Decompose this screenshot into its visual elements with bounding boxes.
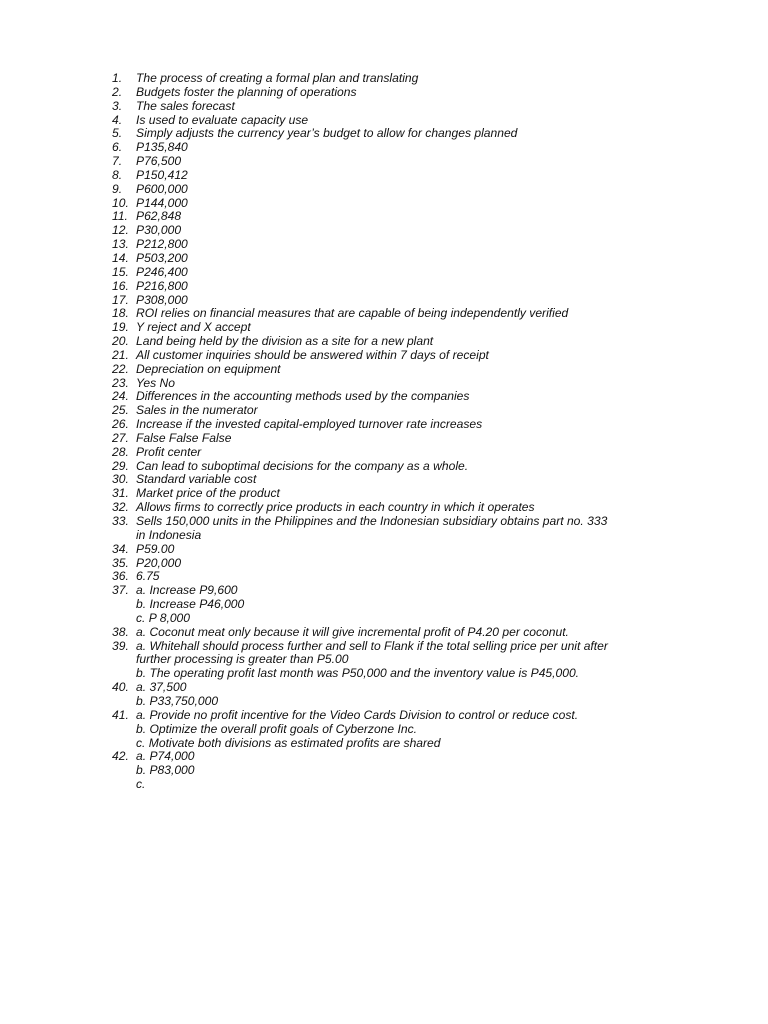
answer-number: 12. — [112, 223, 129, 238]
answer-number: 33. — [112, 514, 129, 528]
answer-text: ROI relies on financial measures that are capable of being independently verified — [136, 306, 569, 321]
answer-number: 17. — [112, 292, 129, 307]
answer-text: c. — [136, 777, 146, 792]
answer-number: 16. — [112, 278, 129, 293]
answer-number: 23. — [112, 375, 129, 390]
answer-number: 40. — [112, 680, 129, 695]
answer-text: b. Optimize the overall profit goals of Cyberzone Inc. — [136, 721, 417, 736]
answer-item — [0, 183, 768, 197]
answer-item — [0, 155, 768, 169]
answer-text: Depreciation on equipment — [136, 361, 281, 376]
answer-number: 18. — [112, 306, 129, 321]
answer-number: 3. — [112, 98, 123, 113]
answer-text: Can lead to suboptimal decisions for the company as a whole. — [136, 458, 469, 473]
answer-item — [0, 100, 768, 114]
answer-text: Market price of the product — [136, 486, 280, 501]
answer-list — [0, 72, 768, 792]
answer-text: c. P 8,000 — [136, 610, 191, 625]
answer-text: Sales in the numerator — [136, 403, 258, 418]
answer-item — [0, 487, 768, 501]
answer-text: a. Increase P9,600 — [136, 583, 238, 598]
answer-item — [0, 307, 768, 321]
answer-number: 11. — [112, 209, 128, 224]
answer-text: c. Motivate both divisions as estimated profits are shared — [136, 735, 441, 750]
answer-item — [0, 404, 768, 418]
answer-item — [0, 681, 768, 709]
answer-item — [0, 349, 768, 363]
answer-text: in Indonesia — [136, 527, 202, 542]
answer-text: P144,000 — [136, 195, 188, 210]
answer-item — [0, 127, 768, 141]
answer-number: 5. — [112, 126, 123, 141]
answer-text: P600,000 — [136, 181, 188, 196]
answer-item — [0, 709, 768, 751]
answer-item — [0, 515, 768, 543]
answer-text: a. 37,500 — [136, 680, 187, 695]
answer-number: 15. — [112, 264, 129, 279]
answer-item — [0, 252, 768, 266]
answer-item — [0, 584, 768, 626]
answer-number: 21. — [112, 347, 129, 362]
answer-number: 24. — [112, 389, 129, 404]
answer-item — [0, 363, 768, 377]
answer-number: 26. — [112, 417, 129, 432]
answer-text: P20,000 — [136, 555, 182, 570]
answer-number: 38. — [112, 624, 129, 639]
answer-item — [0, 321, 768, 335]
answer-number: 6. — [112, 140, 123, 155]
answer-text: P150,412 — [136, 167, 188, 182]
answer-item — [0, 377, 768, 391]
answer-text: Profit center — [136, 444, 202, 459]
answer-item — [0, 501, 768, 515]
answer-item — [0, 114, 768, 128]
answer-number: 27. — [112, 430, 129, 445]
answer-number: 35. — [112, 555, 129, 570]
answer-text: Sells 150,000 units in the Philippines and the Indonesian subsidiary obtains part no. 333 — [136, 514, 608, 528]
answer-text: P212,800 — [136, 237, 188, 252]
answer-item — [0, 141, 768, 155]
answer-number: 32. — [112, 500, 129, 515]
answer-number: 14. — [112, 250, 129, 265]
answer-text: Simply adjusts the currency year’s budget to allow for changes planned — [136, 126, 518, 141]
answer-number: 41. — [112, 707, 129, 722]
answer-text: a. Coconut meat only because it will give incremental profit of P4.20 per coconut. — [136, 624, 569, 639]
answer-text: a. Whitehall should process further and sell to Flank if the total selling price per unit after — [136, 638, 608, 653]
answer-text: The process of creating a formal plan and translating — [136, 71, 419, 85]
answer-item — [0, 640, 768, 682]
answer-number: 42. — [112, 749, 129, 764]
answer-item — [0, 294, 768, 308]
answer-text: b. Increase P46,000 — [136, 597, 245, 612]
answer-number: 8. — [112, 167, 123, 182]
answer-text: Land being held by the division as a site for a new plant — [136, 334, 434, 349]
answer-text: Increase if the invested capital-employed turnover rate increases — [136, 417, 483, 432]
answer-text: Differences in the accounting methods used by the companies — [136, 389, 470, 404]
answer-text: The sales forecast — [136, 98, 235, 113]
answer-text: further processing is greater than P5.00 — [136, 652, 349, 667]
answer-item — [0, 210, 768, 224]
answer-item — [0, 197, 768, 211]
answer-text: P62,848 — [136, 209, 182, 224]
answer-item — [0, 169, 768, 183]
answer-number: 20. — [112, 334, 129, 349]
answer-text: P76,500 — [136, 154, 182, 169]
answer-item — [0, 86, 768, 100]
answer-item — [0, 224, 768, 238]
answer-number: 22. — [112, 361, 129, 376]
answer-text: Yes No — [136, 375, 175, 390]
answer-number: 39. — [112, 638, 129, 653]
answer-number: 25. — [112, 403, 129, 418]
answer-number: 1. — [112, 71, 123, 85]
answer-text: P135,840 — [136, 140, 188, 155]
answer-number: 7. — [112, 154, 123, 169]
answer-text: P59.00 — [136, 541, 175, 556]
answer-number: 36. — [112, 569, 129, 584]
answer-text: Standard variable cost — [136, 472, 257, 487]
answer-number: 37. — [112, 583, 129, 598]
answer-item — [0, 238, 768, 252]
answer-text: Y reject and X accept — [136, 320, 251, 335]
answer-text: b. The operating profit last month was P50,000 and the inventory value is P45,000. — [136, 666, 580, 681]
answer-text: P246,400 — [136, 264, 188, 279]
answer-text: a. Provide no profit incentive for the Video Cards Division to control or reduce cost. — [136, 707, 579, 722]
answer-number: 13. — [112, 237, 129, 252]
answer-text: b. P33,750,000 — [136, 693, 219, 708]
answer-item — [0, 72, 768, 86]
answer-number: 28. — [112, 444, 129, 459]
answer-number: 4. — [112, 112, 123, 127]
answer-text: P216,800 — [136, 278, 188, 293]
answer-item — [0, 418, 768, 432]
answer-item — [0, 335, 768, 349]
answer-item — [0, 570, 768, 584]
answer-text: Is used to evaluate capacity use — [136, 112, 309, 127]
answer-number: 10. — [112, 195, 129, 210]
answer-text: P30,000 — [136, 223, 182, 238]
answer-item — [0, 446, 768, 460]
answer-text: P503,200 — [136, 250, 188, 265]
answer-text: All customer inquiries should be answered within 7 days of receipt — [136, 347, 489, 362]
answer-item — [0, 626, 768, 640]
answer-item — [0, 460, 768, 474]
answer-number: 31. — [112, 486, 129, 501]
answer-text: False False False — [136, 430, 232, 445]
answer-item — [0, 390, 768, 404]
answer-item — [0, 432, 768, 446]
answer-item — [0, 750, 768, 792]
answer-text: a. P74,000 — [136, 749, 195, 764]
answer-text: 6.75 — [136, 569, 160, 584]
answer-item — [0, 266, 768, 280]
answer-text: P308,000 — [136, 292, 188, 307]
answer-number: 2. — [112, 84, 123, 99]
answer-text: Budgets foster the planning of operations — [136, 84, 357, 99]
answer-item — [0, 543, 768, 557]
answer-number: 9. — [112, 181, 123, 196]
answer-number: 30. — [112, 472, 129, 487]
answer-number: 29. — [112, 458, 129, 473]
answer-number: 34. — [112, 541, 129, 556]
answer-item — [0, 280, 768, 294]
answer-text: Allows firms to correctly price products in each country in which it operates — [136, 500, 535, 515]
answer-text: b. P83,000 — [136, 763, 195, 778]
answer-item — [0, 557, 768, 571]
answer-number: 19. — [112, 320, 129, 335]
answer-item — [0, 473, 768, 487]
